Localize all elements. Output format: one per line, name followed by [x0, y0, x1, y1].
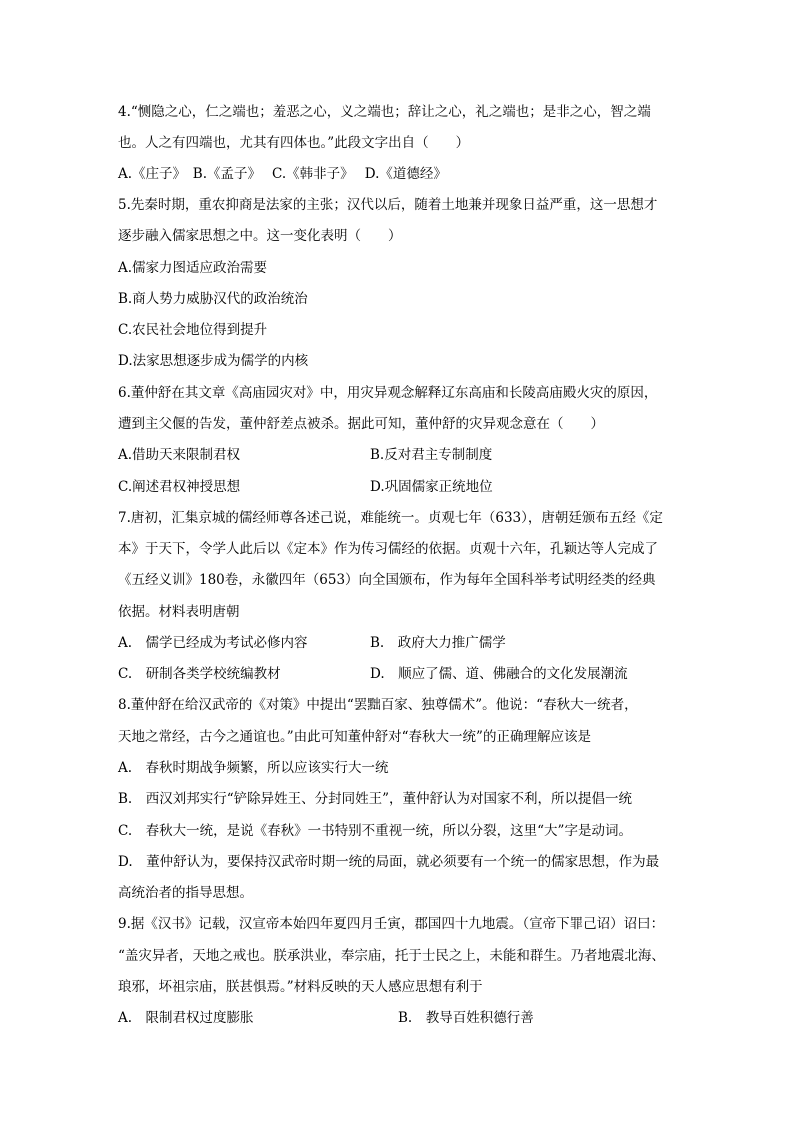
q6-option-b: B.反对君主专制制度 [370, 447, 493, 463]
q6-option-d: D.巩固儒家正统地位 [370, 479, 493, 495]
q8-option-a: A. 春秋时期战争频繁，所以应该实行大一统 [118, 760, 389, 776]
q8-option-d: D. 董仲舒认为，要保持汉武帝时期一统的局面，就必须要有一个统一的儒家思想，作为最 [118, 854, 660, 870]
q9-stem-line2: “盖灾异者，天地之戒也。朕承洪业，奉宗庙，托于士民之上，未能和群生。乃者地震北海、 [118, 948, 665, 964]
q7-option-d: D. 顺应了儒、道、佛融合的文化发展潮流 [370, 666, 628, 682]
q8-stem-line2: 天地之常经，古今之通谊也。”由此可知董仲舒对“春秋大一统”的正确理解应该是 [118, 729, 591, 745]
q7-option-a: A. 儒学已经成为考试必修内容 [118, 635, 308, 651]
q7-option-c: C. 研制各类学校统编教材 [118, 666, 281, 682]
q7-stem-line4: 依据。材料表明唐朝 [118, 604, 240, 620]
q8-option-c: C. 春秋大一统，是说《春秋》一书特别不重视一统，所以分裂，这里“大”字是动词。 [118, 823, 632, 839]
q9-stem-line3: 琅邪，坏祖宗庙，朕甚惧焉。”材料反映的天人感应思想有利于 [118, 979, 483, 995]
q6-option-c: C.阐述君权神授思想 [118, 479, 241, 495]
q8-stem-line1: 8.董仲舒在给汉武帝的《对策》中提出“罢黜百家、独尊儒术”。他说：“春秋大一统者， [118, 697, 638, 713]
q9-option-b: B. 教导百姓积德行善 [398, 1010, 534, 1026]
q5-option-a: A.儒家力图适应政治需要 [118, 260, 268, 276]
q5-stem-line2: 逐步融入儒家思想之中。这一变化表明（ ） [118, 228, 402, 244]
q6-stem-line1: 6.董仲舒在其文章《高庙园灾对》中，用灾异观念解释辽东高庙和长陵高庙殿火灾的原因， [118, 385, 658, 401]
q5-option-b: B.商人势力威胁汉代的政治统治 [118, 291, 308, 307]
q9-option-a: A. 限制君权过度膨胀 [118, 1010, 254, 1026]
q9-stem-line1: 9.据《汉书》记载，汉宣帝本始四年夏四月壬寅，郡国四十九地震。（宣帝下罪己诏）诏曰： [118, 916, 665, 932]
q4-stem-line1: 4.“恻隐之心，仁之端也；羞恶之心，义之端也；辞让之心，礼之端也；是非之心，智之端 [118, 104, 651, 120]
q7-stem-line1: 7.唐初，汇集京城的儒经师尊各述己说，难能统一。贞观七年（633），唐朝廷颁布五经《定 [118, 510, 663, 526]
q8-option-d-cont: 高统治者的指导思想。 [118, 885, 253, 901]
q6-stem-line2: 遭到主父偃的告发，董仲舒差点被杀。据此可知，董仲舒的灾异观念意在（ ） [118, 416, 604, 432]
q7-stem-line2: 本》于天下，令学人此后以《定本》作为传习儒经的依据。贞观十六年，孔颖达等人完成了 [118, 541, 658, 557]
q6-option-a: A.借助天来限制君权 [118, 447, 241, 463]
q5-option-c: C.农民社会地位得到提升 [118, 322, 268, 338]
q5-option-d: D.法家思想逐步成为儒学的内核 [118, 353, 309, 369]
q8-option-b: B. 西汉刘邦实行“铲除异姓王、分封同姓王”，董仲舒认为对国家不利，所以提倡一统 [118, 791, 633, 807]
q5-stem-line1: 5.先秦时期，重农抑商是法家的主张；汉代以后，随着土地兼并现象日益严重，这一思想才 [118, 197, 658, 213]
q7-stem-line3: 《五经义训》180卷，永徽四年（653）向全国颁布，作为每年全国科举考试明经类的经典 [118, 572, 656, 588]
q4-options: A.《庄子》 B.《孟子》 C.《韩非子》 D.《道德经》 [118, 166, 447, 182]
q4-stem-line2: 也。人之有四端也，尤其有四体也。”此段文字出自（ ） [118, 135, 470, 151]
q7-option-b: B. 政府大力推广儒学 [370, 635, 506, 651]
